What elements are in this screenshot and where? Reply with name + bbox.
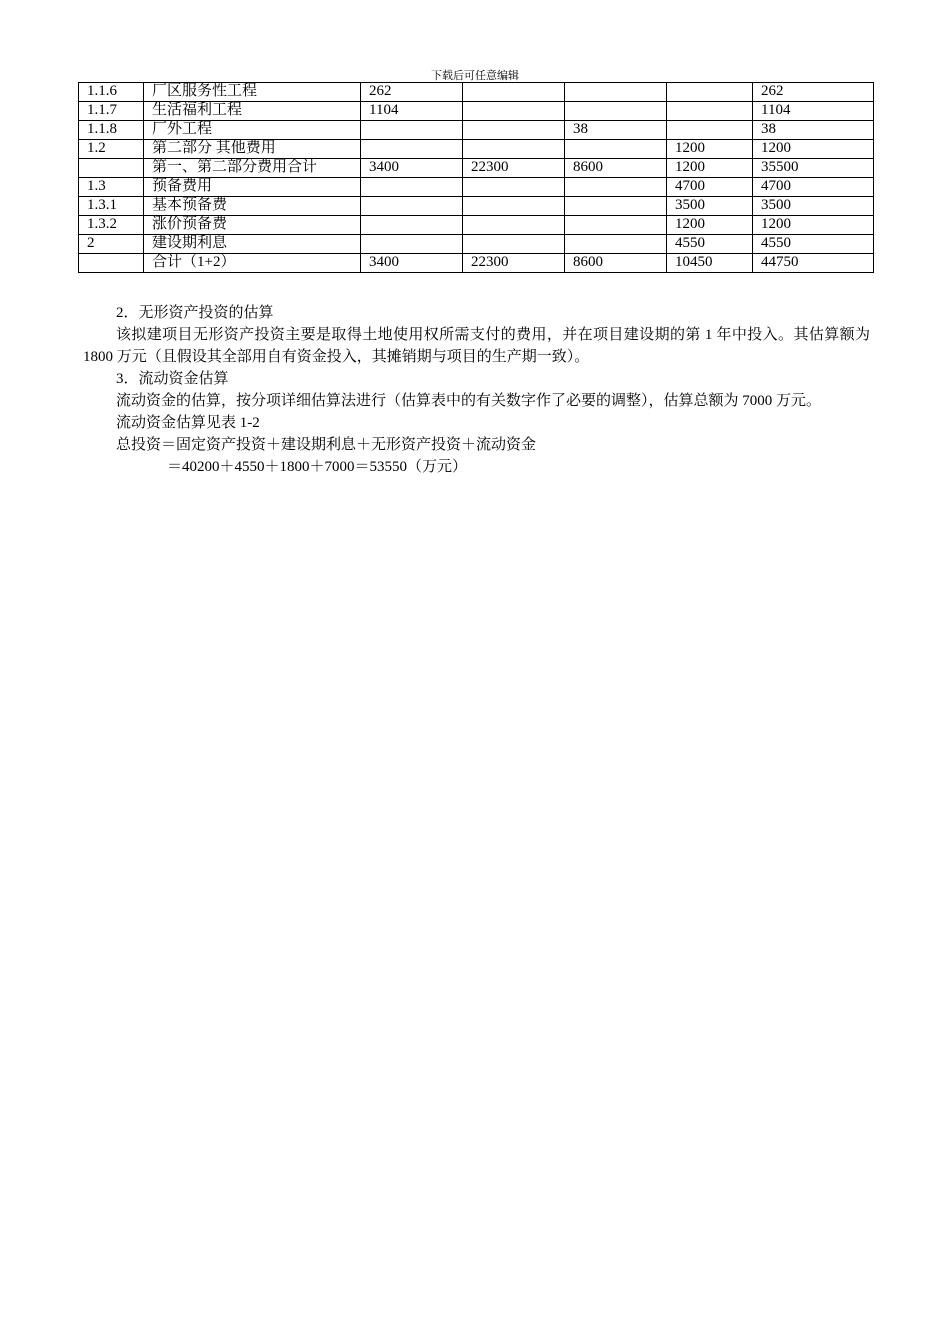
working-capital-heading: 3．流动资金估算	[116, 371, 229, 387]
cell-col-4: 1200	[667, 159, 753, 178]
table-row	[79, 197, 874, 216]
page-header-note: 下载后可任意编辑	[431, 70, 519, 82]
cell-col-4	[667, 102, 753, 121]
total-investment-formula: 总投资＝固定资产投资＋建设期利息＋无形资产投资＋流动资金	[116, 437, 537, 453]
table-row	[79, 216, 874, 235]
cell-col-1: 3400	[361, 159, 463, 178]
cell-total: 1200	[753, 216, 874, 235]
cell-col-1	[361, 178, 463, 197]
cell-item-name: 第一、第二部分费用合计	[144, 159, 361, 178]
cell-item-no: 1.3	[79, 178, 144, 197]
cell-item-no	[79, 159, 144, 178]
cell-total: 38	[753, 121, 874, 140]
total-investment-calculation: ＝40200＋4550＋1800＋7000＝53550（万元）	[167, 459, 468, 475]
cell-col-2: 22300	[463, 254, 565, 273]
cell-total: 262	[753, 83, 874, 102]
table-row	[79, 235, 874, 254]
cell-item-no: 1.1.6	[79, 83, 144, 102]
cell-col-3	[565, 235, 667, 254]
table-body	[79, 83, 874, 273]
table-row	[79, 102, 874, 121]
cell-item-no: 1.3.1	[79, 197, 144, 216]
cell-col-1: 3400	[361, 254, 463, 273]
cell-total: 4700	[753, 178, 874, 197]
cell-item-name: 涨价预备费	[144, 216, 361, 235]
cell-item-name: 合计（1+2）	[144, 254, 361, 273]
cell-item-name: 厂区服务性工程	[144, 83, 361, 102]
cell-item-name: 生活福利工程	[144, 102, 361, 121]
cell-col-4: 4700	[667, 178, 753, 197]
cell-item-no: 2	[79, 235, 144, 254]
cell-total: 1104	[753, 102, 874, 121]
cell-total: 4550	[753, 235, 874, 254]
cell-col-2: 22300	[463, 159, 565, 178]
intangible-heading: 2．无形资产投资的估算	[116, 305, 274, 321]
body-text	[83, 302, 870, 478]
cell-col-3	[565, 197, 667, 216]
cell-col-3	[565, 140, 667, 159]
cell-col-4: 3500	[667, 197, 753, 216]
cell-item-no: 1.2	[79, 140, 144, 159]
cell-col-3	[565, 83, 667, 102]
cell-col-4	[667, 83, 753, 102]
table-row	[79, 83, 874, 102]
cell-item-no: 1.1.8	[79, 121, 144, 140]
cell-col-1	[361, 197, 463, 216]
cell-col-4: 1200	[667, 216, 753, 235]
cell-col-1	[361, 235, 463, 254]
cell-col-1: 262	[361, 83, 463, 102]
cell-col-3	[565, 102, 667, 121]
table-row	[79, 178, 874, 197]
cell-item-no: 1.3.2	[79, 216, 144, 235]
cell-col-2	[463, 216, 565, 235]
cell-total: 1200	[753, 140, 874, 159]
cell-item-name: 预备费用	[144, 178, 361, 197]
cell-total: 44750	[753, 254, 874, 273]
cell-item-no	[79, 254, 144, 273]
cell-col-2	[463, 102, 565, 121]
table-row	[79, 254, 874, 273]
cell-col-3: 38	[565, 121, 667, 140]
cell-total: 35500	[753, 159, 874, 178]
cell-col-2	[463, 235, 565, 254]
cell-item-name: 厂外工程	[144, 121, 361, 140]
cell-col-4: 4550	[667, 235, 753, 254]
cell-col-2	[463, 140, 565, 159]
cell-col-4	[667, 121, 753, 140]
cell-item-name: 第二部分 其他费用	[144, 140, 361, 159]
working-capital-reference: 流动资金估算见表 1-2	[116, 415, 260, 431]
cell-col-3	[565, 216, 667, 235]
table-row	[79, 159, 874, 178]
investment-estimate-table	[78, 82, 874, 273]
cell-col-1	[361, 216, 463, 235]
cell-col-1	[361, 140, 463, 159]
cell-col-2	[463, 178, 565, 197]
cell-col-2	[463, 197, 565, 216]
cell-item-no: 1.1.7	[79, 102, 144, 121]
cell-col-3: 8600	[565, 159, 667, 178]
cell-col-3: 8600	[565, 254, 667, 273]
cell-col-3	[565, 178, 667, 197]
cell-col-1: 1104	[361, 102, 463, 121]
cell-col-1	[361, 121, 463, 140]
cell-item-name: 建设期利息	[144, 235, 361, 254]
table-row	[79, 140, 874, 159]
working-capital-body: 流动资金的估算，按分项详细估算法进行（估算表中的有关数字作了必要的调整），估算总额为 7000 万元。	[116, 393, 822, 409]
intangible-body: 该拟建项目无形资产投资主要是取得土地使用权所需支付的费用，并在项目建设期的第 1 年中投入。其估算额为 1800 万元（且假设其全部用自有资金投入，其摊销期与项目的生产期一致）。	[83, 327, 870, 365]
cell-col-2	[463, 83, 565, 102]
table-row	[79, 121, 874, 140]
cell-col-4: 1200	[667, 140, 753, 159]
cell-item-name: 基本预备费	[144, 197, 361, 216]
cell-col-2	[463, 121, 565, 140]
cell-col-4: 10450	[667, 254, 753, 273]
cell-total: 3500	[753, 197, 874, 216]
